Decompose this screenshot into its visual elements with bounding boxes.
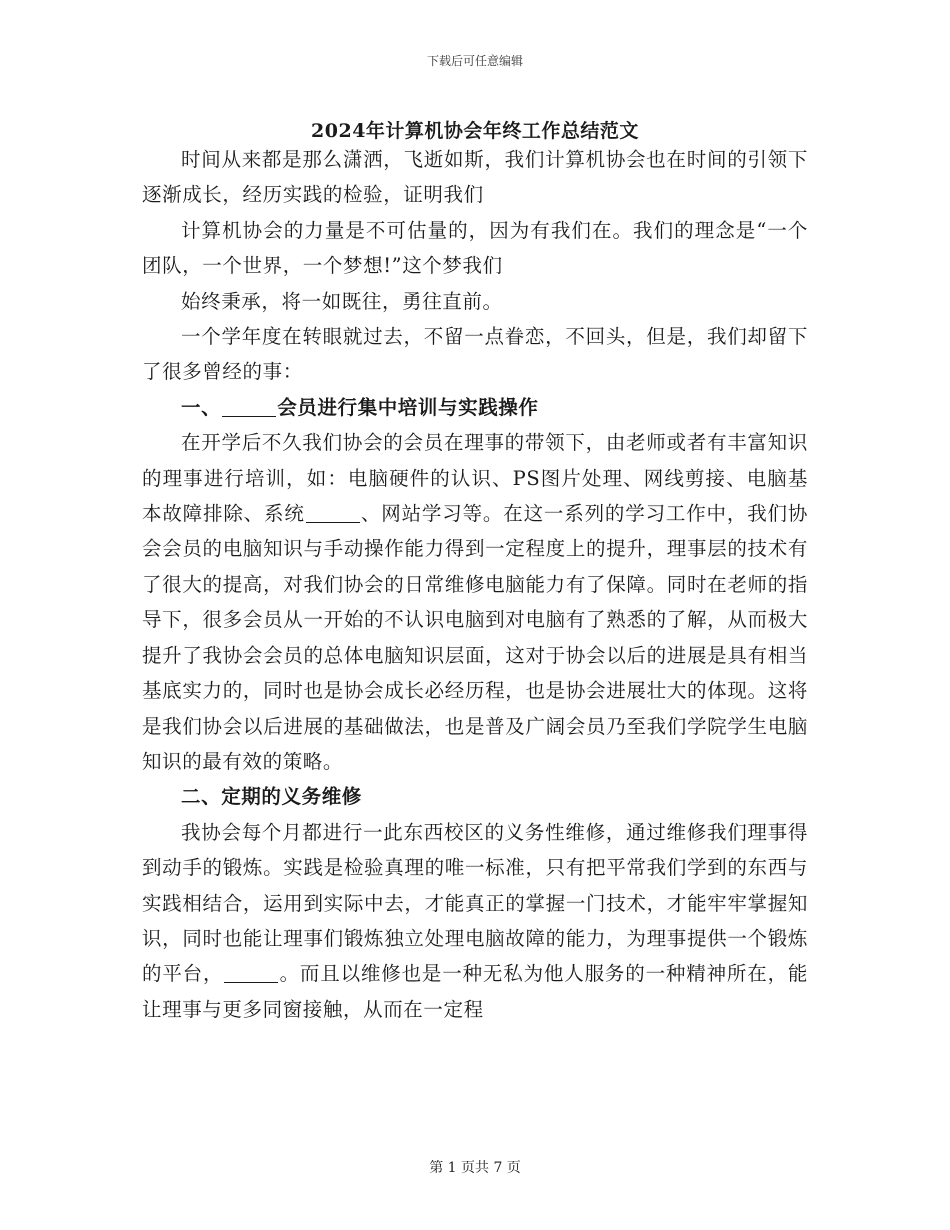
- page-footer: 第 1 页共 7 页: [429, 1160, 521, 1176]
- section-number: 一、: [181, 395, 222, 419]
- paragraph-intro: 时间从来都是那么潇洒，飞逝如斯，我们计算机协会也在时间的引领下逐渐成长，经历实践的检验，证明我们: [142, 148, 808, 207]
- section-title: 会员进行集中培训与实践操作: [277, 395, 539, 419]
- paragraph-philosophy: 计算机协会的力量是不可估量的，因为有我们在。我们的理念是“一个团队，一个世界，一个梦想!”这个梦我们: [142, 218, 808, 278]
- blank-underline: [306, 503, 360, 524]
- section-heading-repair: 二、定期的义务维修: [181, 785, 362, 809]
- document-title: 2024年计算机协会年终工作总结范文: [311, 120, 639, 142]
- paragraph-repair: 我协会每个月都进行一此东西校区的义务性维修，通过维修我们理事得到动手的锻炼。实践是检验真理的唯一标准，只有把平常我们学到的东西与实践相结合，运用到实际中去，才能真正的掌握一门技术，才能牢牢掌握知识，同时也能让理事们锻炼独立处理电脑故障的能力，为理事提供一个锻炼的平台， 。而且以维修也是一种无私为他人服务的一种精神所在，能让理事与更多同窗接触，从而在一定程: [142, 820, 808, 1021]
- paragraph-commitment: 始终秉承，将一如既往，勇往直前。: [181, 289, 503, 313]
- paragraph-training: 在开学后不久我们协会的会员在理事的带领下，由老师或者有丰富知识的理事进行培训，如：电脑硬件的认识、PS图片处理、网线剪接、电脑基本故障排除、系统 、网站学习等。在这一系列的学习工作中，我们协会会员的电脑知识与手动操作能力得到一定程度上的提升，理事层的技术有了很大的提高，对我们协会的日常维修电脑能力有了保障。同时在老师的指导下，很多会员从一开始的不认识电脑到对电脑有了熟悉的了解，从而极大提升了我协会会员的总体电脑知识层面，这对于协会以后的进展是具有相当基底实力的，同时也是协会成长必经历程，也是协会进展壮大的体现。这将是我们协会以后进展的基础做法，也是普及广阔会员乃至我们学院学生电脑知识的最有效的策略。: [142, 431, 808, 773]
- page-header: 下载后可任意编辑: [426, 54, 523, 68]
- document-body: [142, 142, 808, 1027]
- section-heading-training: [142, 390, 808, 425]
- paragraph-year-review: 一个学年度在转眼就过去，不留一点眷恋，不回头，但是，我们却留下了很多曾经的事：: [142, 325, 808, 384]
- blank-underline: [222, 396, 276, 417]
- blank-underline: [224, 963, 278, 984]
